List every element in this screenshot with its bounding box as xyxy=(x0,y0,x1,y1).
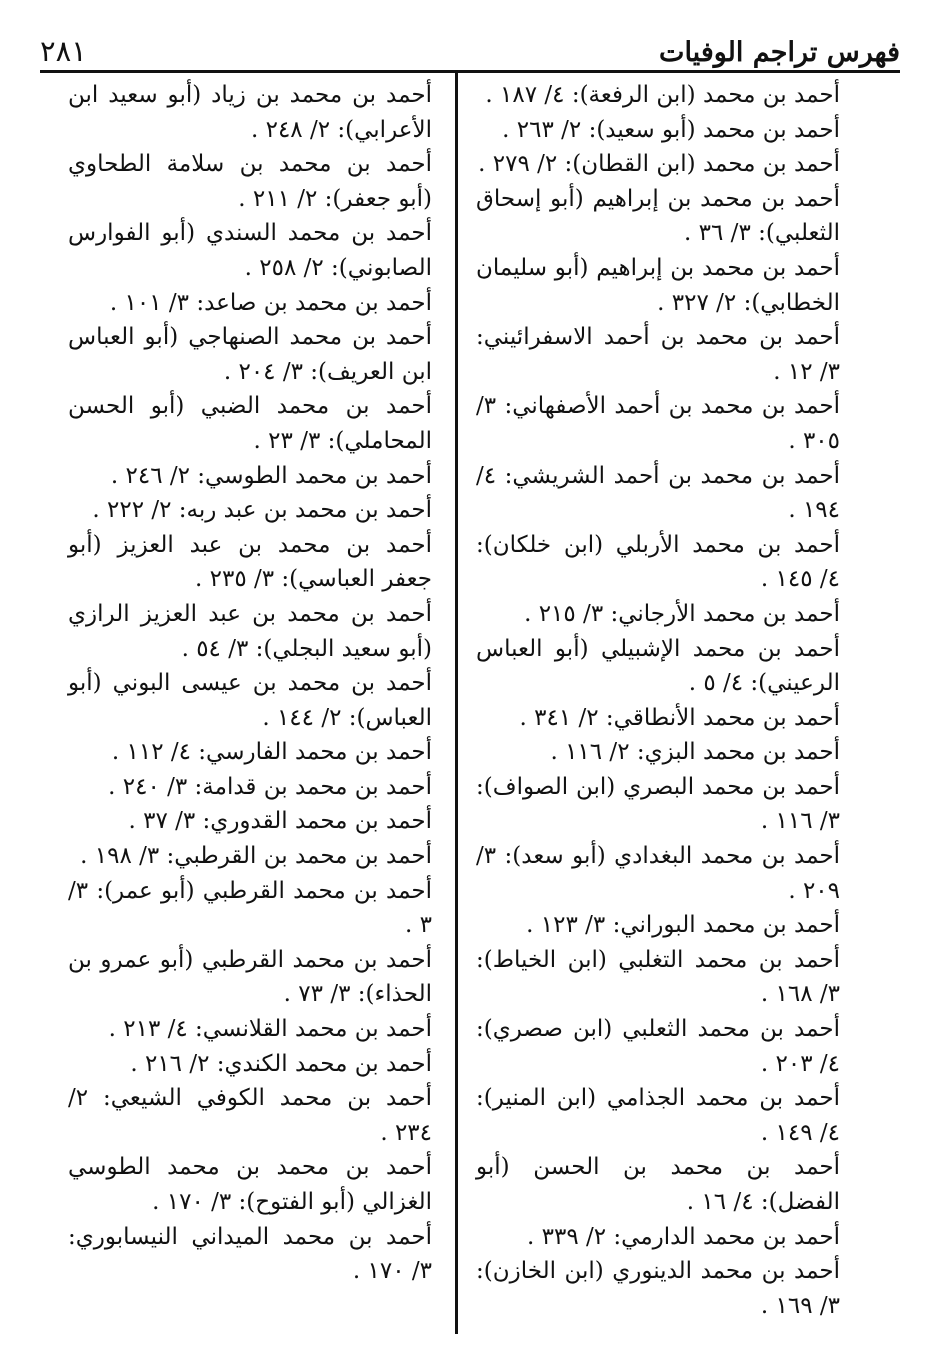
index-entry: أحمد بن محمد الثعلبي (ابن صصري): ٤/ ٢٠٣ . xyxy=(476,1016,840,1077)
index-entry: أحمد بن محمد بن إبراهيم (أبو سليمان الخطابي): ٢/ ٣٢٧ . xyxy=(476,254,840,316)
index-entry: أحمد بن محمد القدوري: ٣/ ٣٧ . xyxy=(128,808,432,835)
index-entry: أحمد بن محمد بن أحمد الأصفهاني: ٣/ ٣٠٥ . xyxy=(476,393,840,454)
index-entry: أحمد بن محمد الكوفي الشيعي: ٢/ ٢٣٤ . xyxy=(68,1085,432,1146)
index-entry: أحمد بن محمد الصنهاجي (أبو العباس ابن العريف): ٣/ ٢٠٤ . xyxy=(68,324,432,385)
left-column xyxy=(68,78,432,1289)
right-column xyxy=(476,78,840,1323)
index-entry: أحمد بن محمد الإشبيلي (أبو العباس الرعيني): ٤/ ٥ . xyxy=(476,635,840,697)
index-entry: أحمد بن محمد (ابن الرفعة): ٤/ ١٨٧ . xyxy=(485,82,840,108)
index-entry: أحمد بن محمد الكندي: ٢/ ٢١٦ . xyxy=(130,1050,432,1077)
index-entry: أحمد بن محمد بن عبد ربه: ٢/ ٢٢٢ . xyxy=(92,497,432,524)
index-entry: أحمد بن محمد الجذامي (ابن المنير): ٤/ ١٤٩ . xyxy=(476,1085,840,1146)
index-entry: أحمد بن محمد بن قدامة: ٣/ ٢٤٠ . xyxy=(108,773,432,800)
index-entry: أحمد بن محمد القلانسي: ٤/ ٢١٣ . xyxy=(108,1016,432,1043)
index-entry: أحمد بن محمد القرطبي (أبو عمر): ٣/ ٣ . xyxy=(68,877,432,939)
index-entry: أحمد بن محمد البغدادي (أبو سعد): ٣/ ٢٠٩ . xyxy=(476,843,840,904)
index-entry: أحمد بن محمد الدينوري (ابن الخازن): ٣/ ١٦٩ . xyxy=(476,1258,840,1319)
index-entry: أحمد بن محمد الضبي (أبو الحسن المحاملي): ٣/ ٢٣ . xyxy=(68,393,432,454)
page-header xyxy=(40,22,900,66)
index-entry: أحمد بن محمد الأرجاني: ٣/ ٢١٥ . xyxy=(524,600,840,627)
index-entry: أحمد بن محمد الميداني النيسابوري: ٣/ ١٧٠ . xyxy=(68,1223,432,1285)
index-entry: أحمد بن محمد الطوسي: ٢/ ٢٤٦ . xyxy=(110,462,432,489)
column-divider xyxy=(455,72,458,1334)
index-entry: أحمد بن محمد بن عبد العزيز الرازي (أبو سعيد البجلي): ٣/ ٥٤ . xyxy=(68,600,432,662)
index-entry: أحمد بن محمد بن أحمد الشريشي: ٤/ ١٩٤ . xyxy=(476,462,840,524)
page-number: ٢٨١ xyxy=(40,34,87,68)
index-entry: أحمد بن محمد البصري (ابن الصواف): ٣/ ١١٦ . xyxy=(476,773,840,835)
index-entry: أحمد بن محمد بن إبراهيم (أبو إسحاق الثعلبي): ٣/ ٣٦ . xyxy=(476,185,840,247)
index-entry: أحمد بن محمد الفارسي: ٤/ ١١٢ . xyxy=(111,739,432,766)
index-entry: أحمد بن محمد بن عبد العزيز (أبو جعفر العباسي): ٣/ ٢٣٥ . xyxy=(68,531,432,593)
index-entry: أحمد بن محمد البزي: ٢/ ١١٦ . xyxy=(550,739,840,766)
index-entry: أحمد بن محمد الدارمي: ٢/ ٣٣٩ . xyxy=(527,1223,840,1250)
index-entry: أحمد بن محمد التغلبي (ابن الخياط): ٣/ ١٦٨ . xyxy=(476,946,840,1008)
index-entry: أحمد بن محمد القرطبي (أبو عمرو بن الحذاء): ٣/ ٧٣ . xyxy=(68,946,432,1008)
index-entry: أحمد بن محمد بن سلامة الطحاوي (أبو جعفر): ٢/ ٢١١ . xyxy=(68,151,432,212)
index-entry: أحمد بن محمد البوراني: ٣/ ١٢٣ . xyxy=(526,912,840,939)
index-entry: أحمد بن محمد بن عيسى البوني (أبو العباس): ٢/ ١٤٤ . xyxy=(68,670,432,731)
index-entry: أحمد بن محمد بن أحمد الاسفرائيني: ٣/ ١٢ . xyxy=(476,324,840,385)
index-entry: أحمد بن محمد (أبو سعيد): ٢/ ٢٦٣ . xyxy=(502,116,840,143)
index-entry: أحمد بن محمد (ابن القطان): ٢/ ٢٧٩ . xyxy=(478,151,840,178)
index-entry: أحمد بن محمد بن زياد (أبو سعيد ابن الأعرابي): ٢/ ٢٤٨ . xyxy=(68,82,432,143)
header-rule xyxy=(40,70,900,73)
index-entry: أحمد بن محمد بن الحسن (أبو الفضل): ٤/ ١٦ . xyxy=(476,1154,840,1215)
index-entry: أحمد بن محمد الأربلي (ابن خلكان): ٤/ ١٤٥ . xyxy=(476,531,840,593)
page-title: فهرس تراجم الوفيات xyxy=(659,37,900,68)
index-entry: أحمد بن محمد السندي (أبو الفوارس الصابوني): ٢/ ٢٥٨ . xyxy=(68,220,432,281)
index-entry: أحمد بن محمد بن محمد الطوسي الغزالي (أبو الفتوح): ٣/ ١٧٠ . xyxy=(68,1154,432,1215)
index-entry: أحمد بن محمد بن القرطبي: ٣/ ١٩٨ . xyxy=(80,843,432,870)
index-entry: أحمد بن محمد الأنطاقي: ٢/ ٣٤١ . xyxy=(519,704,840,731)
index-entry: أحمد بن محمد بن صاعد: ٣/ ١٠١ . xyxy=(109,289,432,316)
